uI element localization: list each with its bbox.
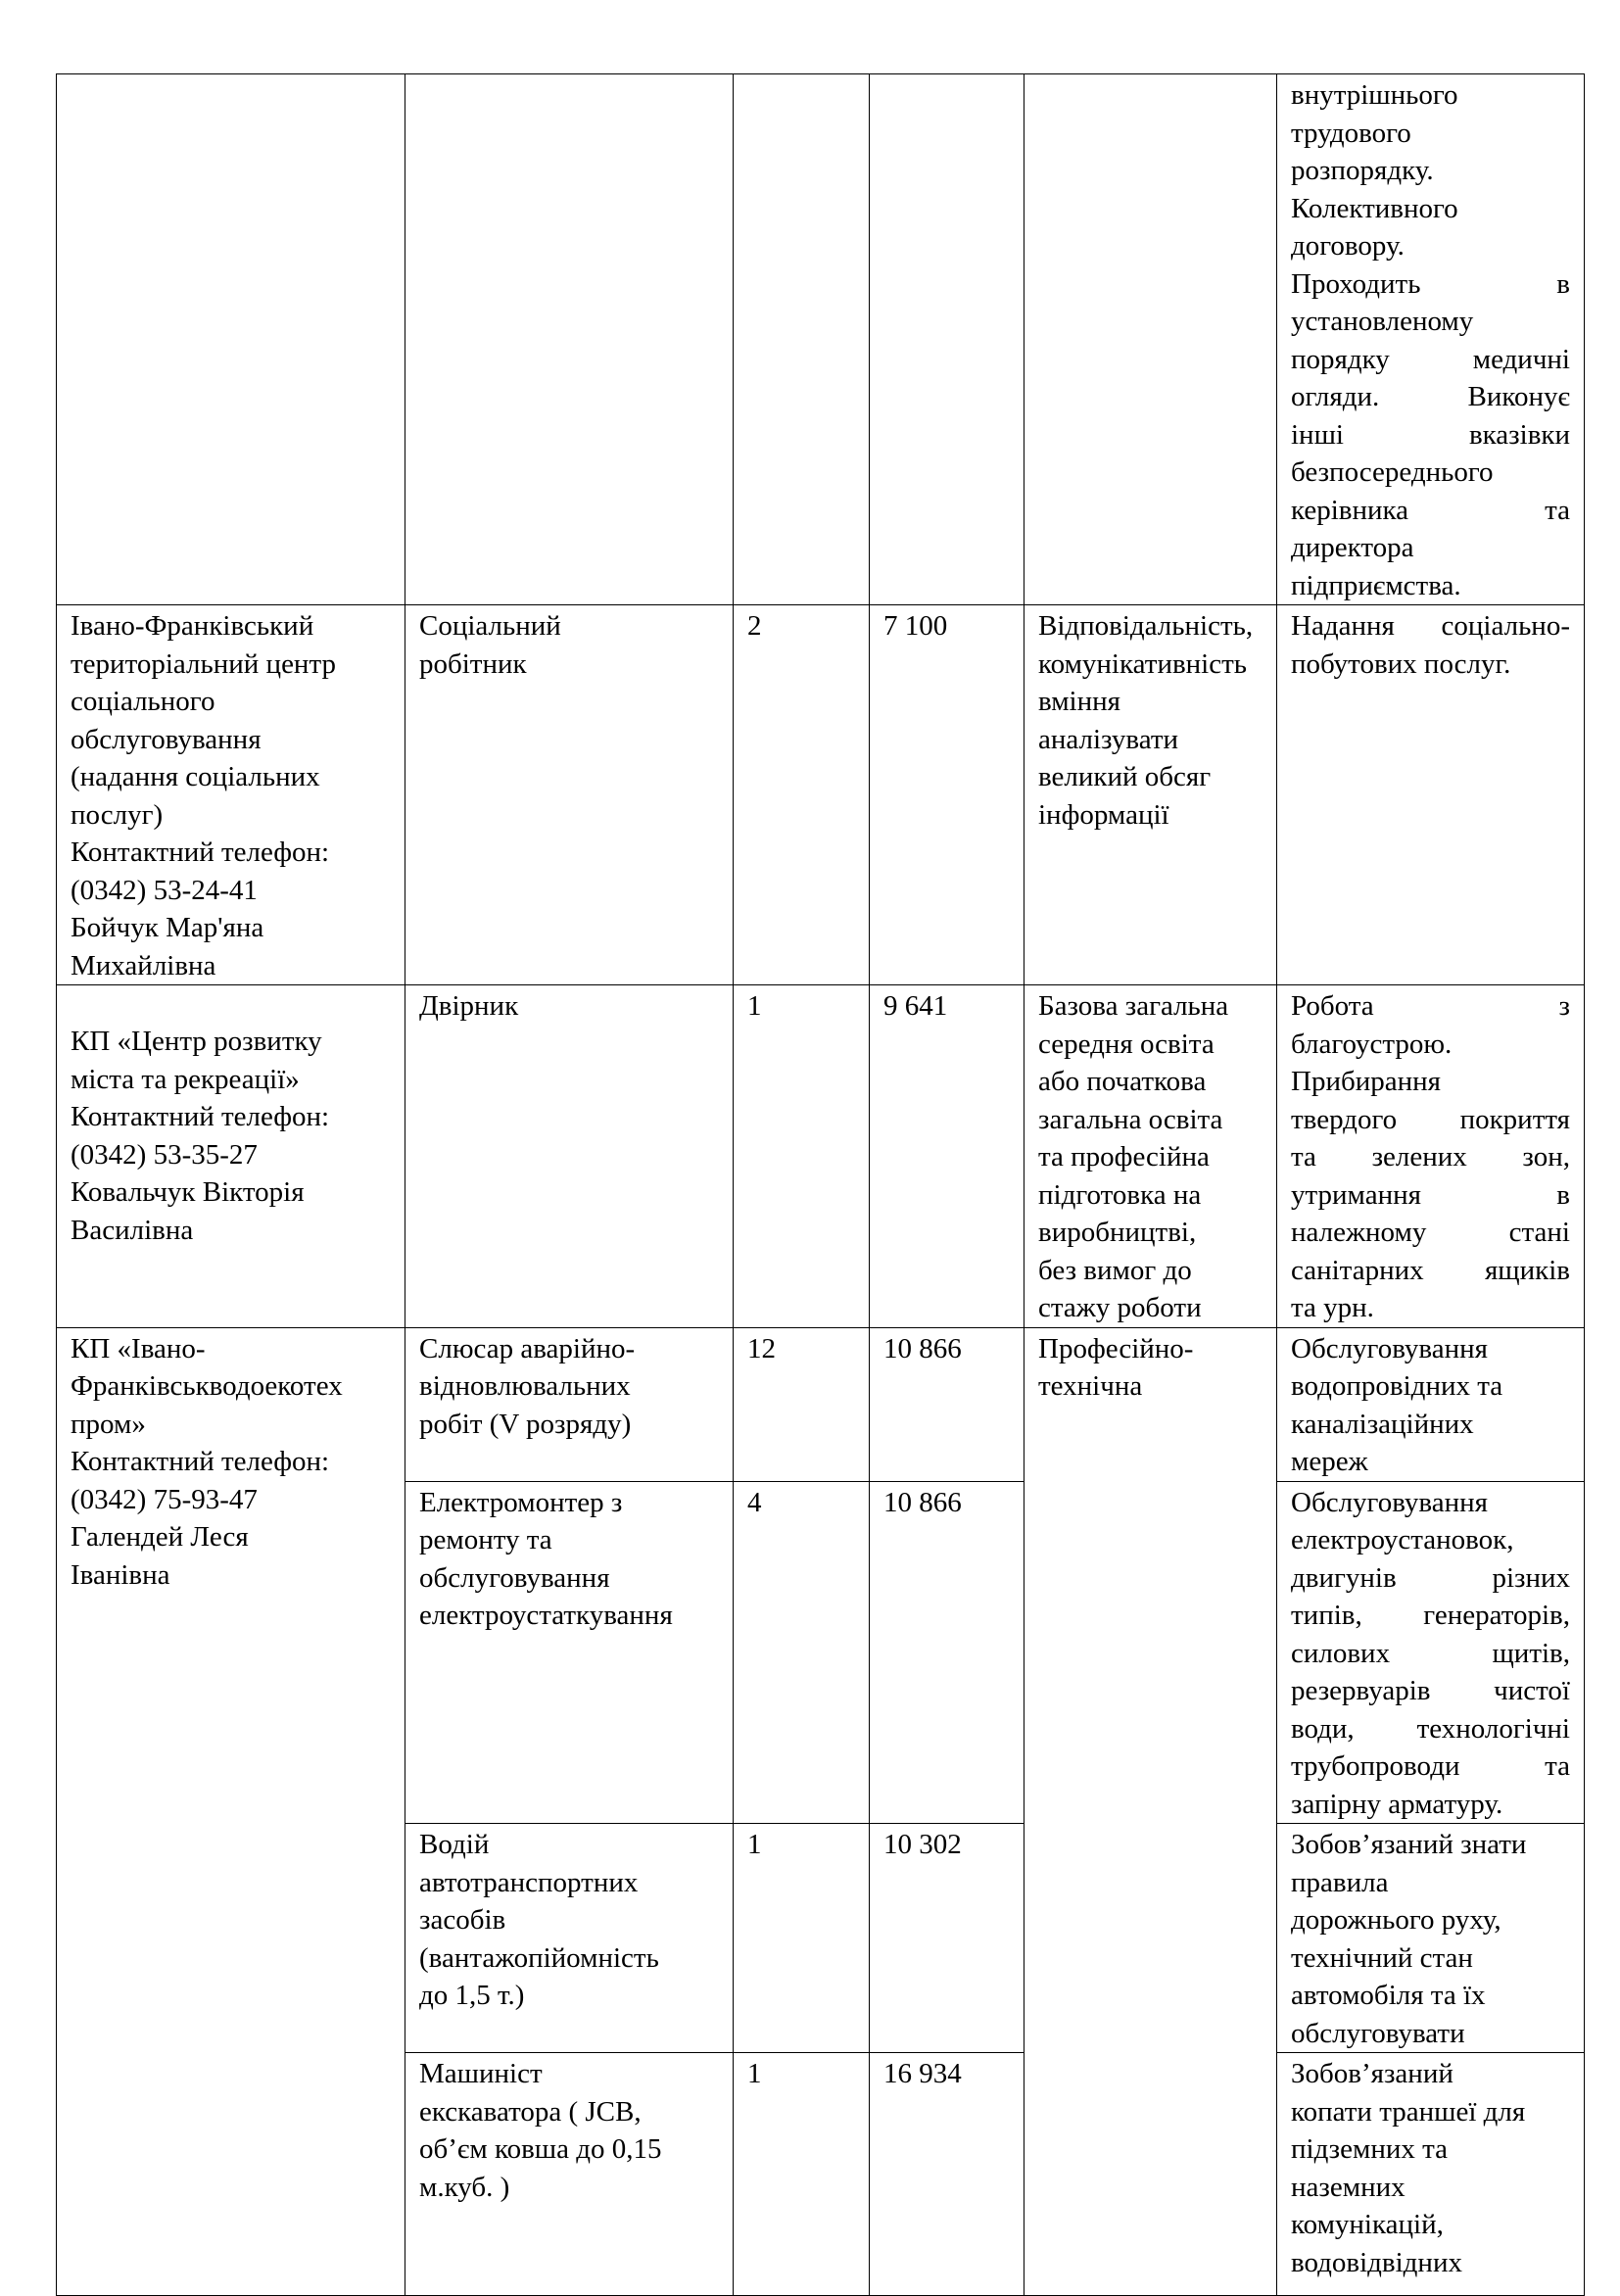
text-line: запірну арматуру. (1291, 1788, 1503, 1820)
count-cell: 1 (734, 985, 870, 1328)
text-line: Контактний телефон: (71, 1446, 330, 1477)
text-line: дорожнього руху, (1291, 1904, 1501, 1936)
count-cell: 1 (734, 2053, 870, 2296)
text-line: Проходить в (1291, 267, 1570, 300)
text-line: аналізувати (1038, 723, 1179, 755)
count-cell: 12 (734, 1327, 870, 1481)
table-row (57, 605, 1585, 985)
text-line: обслуговувати (1291, 2017, 1465, 2049)
text-line: типів, генераторів, (1291, 1600, 1570, 1631)
text-line: благоустрою. (1291, 1028, 1453, 1060)
position-text (419, 1484, 719, 1635)
text-line: трудового (1291, 117, 1411, 149)
text-line: Базова загальна (1038, 990, 1229, 1022)
text-line: (0342) 75-93-47 (71, 1483, 258, 1515)
text-line: Ковальчук Вікторія (71, 1176, 305, 1208)
position-cell (405, 985, 734, 1328)
text-line: внутрішнього (1291, 79, 1458, 111)
duties-cell (1277, 1481, 1585, 1824)
text-line: до 1,5 т.) (419, 1980, 525, 2011)
text-line: та зелених зон, (1291, 1141, 1570, 1172)
text-line: порядку медичні (1291, 343, 1570, 375)
text-line: Івано-Франківський (71, 610, 314, 642)
text-line: санітарних ящиків (1291, 1254, 1570, 1286)
text-line: (вантажопійомність (419, 1941, 659, 1974)
duties-cell (1277, 2053, 1585, 2296)
count-cell: 2 (734, 605, 870, 985)
position-cell (405, 2053, 734, 2296)
position-text (419, 1826, 719, 2015)
table-row (57, 985, 1585, 1328)
text-line: двигунів різних (1291, 1561, 1570, 1594)
text-line: (0342) 53-35-27 (71, 1138, 258, 1171)
text-line: Обслуговування (1291, 1486, 1488, 1518)
text-line: (надання соціальних (71, 761, 320, 792)
text-line: силових щитів, (1291, 1637, 1570, 1669)
count-cell (734, 74, 870, 605)
text-line: ремонту та (419, 1524, 552, 1555)
text-line: правила (1291, 1866, 1389, 1898)
text-line: та урн. (1291, 1292, 1374, 1323)
org-text (71, 1023, 391, 1249)
salary-cell: 9 641 (870, 985, 1024, 1328)
org-cell (57, 985, 405, 1328)
text-line: Електромонтер з (419, 1486, 623, 1518)
text-line: твердого покриття (1291, 1103, 1570, 1135)
text-line: Машиніст (419, 2058, 543, 2089)
text-line: керівника та (1291, 494, 1570, 526)
text-line: або початкова (1038, 1066, 1207, 1097)
text-line: копати траншеї для (1291, 2095, 1526, 2128)
org-cell (57, 605, 405, 985)
requirements-text (1038, 607, 1263, 834)
text-line: об’єм ковша до 0,15 (419, 2133, 662, 2165)
text-line: робітник (419, 647, 527, 680)
text-line: безпосереднього (1291, 456, 1494, 488)
text-line: водопровідних та (1291, 1370, 1503, 1402)
requirements-text (1038, 1330, 1263, 1406)
text-line: каналізаційних (1291, 1408, 1474, 1440)
text-line: засобів (419, 1904, 506, 1936)
text-line: великий обсяг (1038, 761, 1212, 792)
text-line: резервуарів чистої (1291, 1675, 1570, 1706)
text-line: КП «Івано- (71, 1332, 206, 1364)
text-line: Соціальний (419, 610, 561, 642)
text-line: міста та рекреації» (71, 1063, 300, 1095)
salary-cell: 10 866 (870, 1327, 1024, 1481)
text-line: Професійно- (1038, 1332, 1194, 1364)
text-line: Галендей Леся (71, 1521, 249, 1553)
text-line: стажу роботи (1038, 1292, 1202, 1323)
text-line: Відповідальність, (1038, 610, 1254, 642)
text-line: належному стані (1291, 1217, 1570, 1248)
salary-cell: 16 934 (870, 2053, 1024, 2296)
text-line: вміння (1038, 686, 1120, 717)
table-row (57, 1327, 1585, 1481)
text-line: договору. (1291, 230, 1405, 262)
text-line: м.куб. ) (419, 2171, 510, 2203)
position-text (419, 1330, 719, 1444)
position-cell (405, 1481, 734, 1824)
text-line: територіальний центр (71, 647, 336, 680)
duties-text (1291, 2055, 1570, 2281)
requirements-cell (1024, 1327, 1277, 2296)
duties-text (1291, 1484, 1570, 1824)
text-line: відновлювальних (419, 1370, 631, 1402)
salary-cell: 7 100 (870, 605, 1024, 985)
text-line: Контактний телефон: (71, 837, 330, 868)
requirements-cell (1024, 985, 1277, 1328)
text-line: Робота з (1291, 990, 1570, 1022)
salary-cell (870, 74, 1024, 605)
text-line: та професійна (1038, 1141, 1210, 1172)
text-line: підприємства. (1291, 569, 1461, 601)
text-line: наземних (1291, 2171, 1406, 2203)
duties-text (1291, 607, 1570, 683)
text-line: Прибирання (1291, 1066, 1441, 1097)
duties-text (1291, 987, 1570, 1327)
text-line: Михайлівна (71, 949, 216, 981)
text-line: комунікацій, (1291, 2209, 1444, 2240)
duties-cell (1277, 1824, 1585, 2053)
text-line: Слюсар аварійно- (419, 1332, 636, 1364)
text-line: технічна (1038, 1370, 1143, 1402)
text-line: пром» (71, 1408, 146, 1440)
text-line: води, технологічні (1291, 1712, 1570, 1745)
text-line: виробництві, (1038, 1217, 1197, 1248)
text-line: соціального (71, 686, 215, 717)
text-line: послуг) (71, 798, 164, 831)
text-line: технічний стан (1291, 1941, 1473, 1974)
text-line: підземних та (1291, 2133, 1449, 2165)
text-line: водовідвідних (1291, 2246, 1462, 2278)
org-text (71, 607, 391, 984)
requirements-cell (1024, 74, 1277, 605)
text-line: Зобов’язаний знати (1291, 1829, 1527, 1860)
text-line: автотранспортних (419, 1866, 639, 1898)
duties-cell (1277, 1327, 1585, 1481)
text-line: Василівна (71, 1214, 194, 1246)
text-line: Іванівна (71, 1558, 170, 1591)
text-line: екскаватора ( JCB, (419, 2095, 642, 2128)
org-cell (57, 74, 405, 605)
text-line: загальна освіта (1038, 1103, 1223, 1135)
text-line: мереж (1291, 1446, 1368, 1477)
text-line: комунікативність (1038, 647, 1247, 680)
position-cell (405, 1327, 734, 1481)
text-line: обслуговування (71, 723, 262, 755)
text-line: робіт (V розряду) (419, 1408, 632, 1440)
text-line: Франківськводоекотех (71, 1370, 343, 1402)
text-line: підготовка на (1038, 1178, 1202, 1211)
position-cell (405, 605, 734, 985)
text-line: Бойчук Мар'яна (71, 912, 264, 943)
text-line: електроустаткування (419, 1600, 673, 1631)
requirements-text (1038, 987, 1263, 1327)
vacancies-table (56, 73, 1585, 2296)
text-line: розпорядку. (1291, 155, 1434, 186)
count-cell: 4 (734, 1481, 870, 1824)
text-line: трубопроводи та (1291, 1750, 1570, 1782)
position-text (419, 2055, 719, 2206)
duties-text (1291, 76, 1570, 604)
org-text (71, 1330, 391, 1595)
text-line: Надання соціально- (1291, 610, 1570, 642)
text-line: (0342) 53-24-41 (71, 874, 258, 906)
position-text (419, 607, 719, 683)
position-cell (405, 1824, 734, 2053)
duties-cell (1277, 985, 1585, 1328)
text-line: електроустановок, (1291, 1524, 1514, 1555)
text-line: інші вказівки (1291, 418, 1570, 451)
duties-cell (1277, 605, 1585, 985)
text-line: інформації (1038, 798, 1169, 831)
text-line: середня освіта (1038, 1028, 1215, 1060)
text-line: Обслуговування (1291, 1332, 1488, 1364)
table-row (57, 74, 1585, 605)
text-line: Контактний телефон: (71, 1101, 330, 1132)
text-line: Колективного (1291, 192, 1458, 224)
text-line: побутових послуг. (1291, 647, 1511, 680)
text-line: утримання в (1291, 1178, 1570, 1211)
position-text (419, 987, 719, 1026)
text-line: Двірник (419, 990, 519, 1022)
text-line: автомобіля та їх (1291, 1980, 1486, 2011)
text-line: установленому (1291, 306, 1474, 337)
salary-cell: 10 866 (870, 1481, 1024, 1824)
text-line: огляди. Виконує (1291, 381, 1570, 412)
text-line: Зобов’язаний (1291, 2058, 1453, 2089)
duties-text (1291, 1330, 1570, 1481)
text-line: обслуговування (419, 1561, 610, 1594)
org-cell (57, 1327, 405, 2296)
duties-cell (1277, 74, 1585, 605)
count-cell: 1 (734, 1824, 870, 2053)
text-line: директора (1291, 532, 1414, 563)
position-cell (405, 74, 734, 605)
text-line: Водій (419, 1829, 490, 1860)
requirements-cell (1024, 605, 1277, 985)
text-line: без вимог до (1038, 1254, 1192, 1286)
salary-cell: 10 302 (870, 1824, 1024, 2053)
text-line: КП «Центр розвитку (71, 1026, 322, 1057)
duties-text (1291, 1826, 1570, 2052)
